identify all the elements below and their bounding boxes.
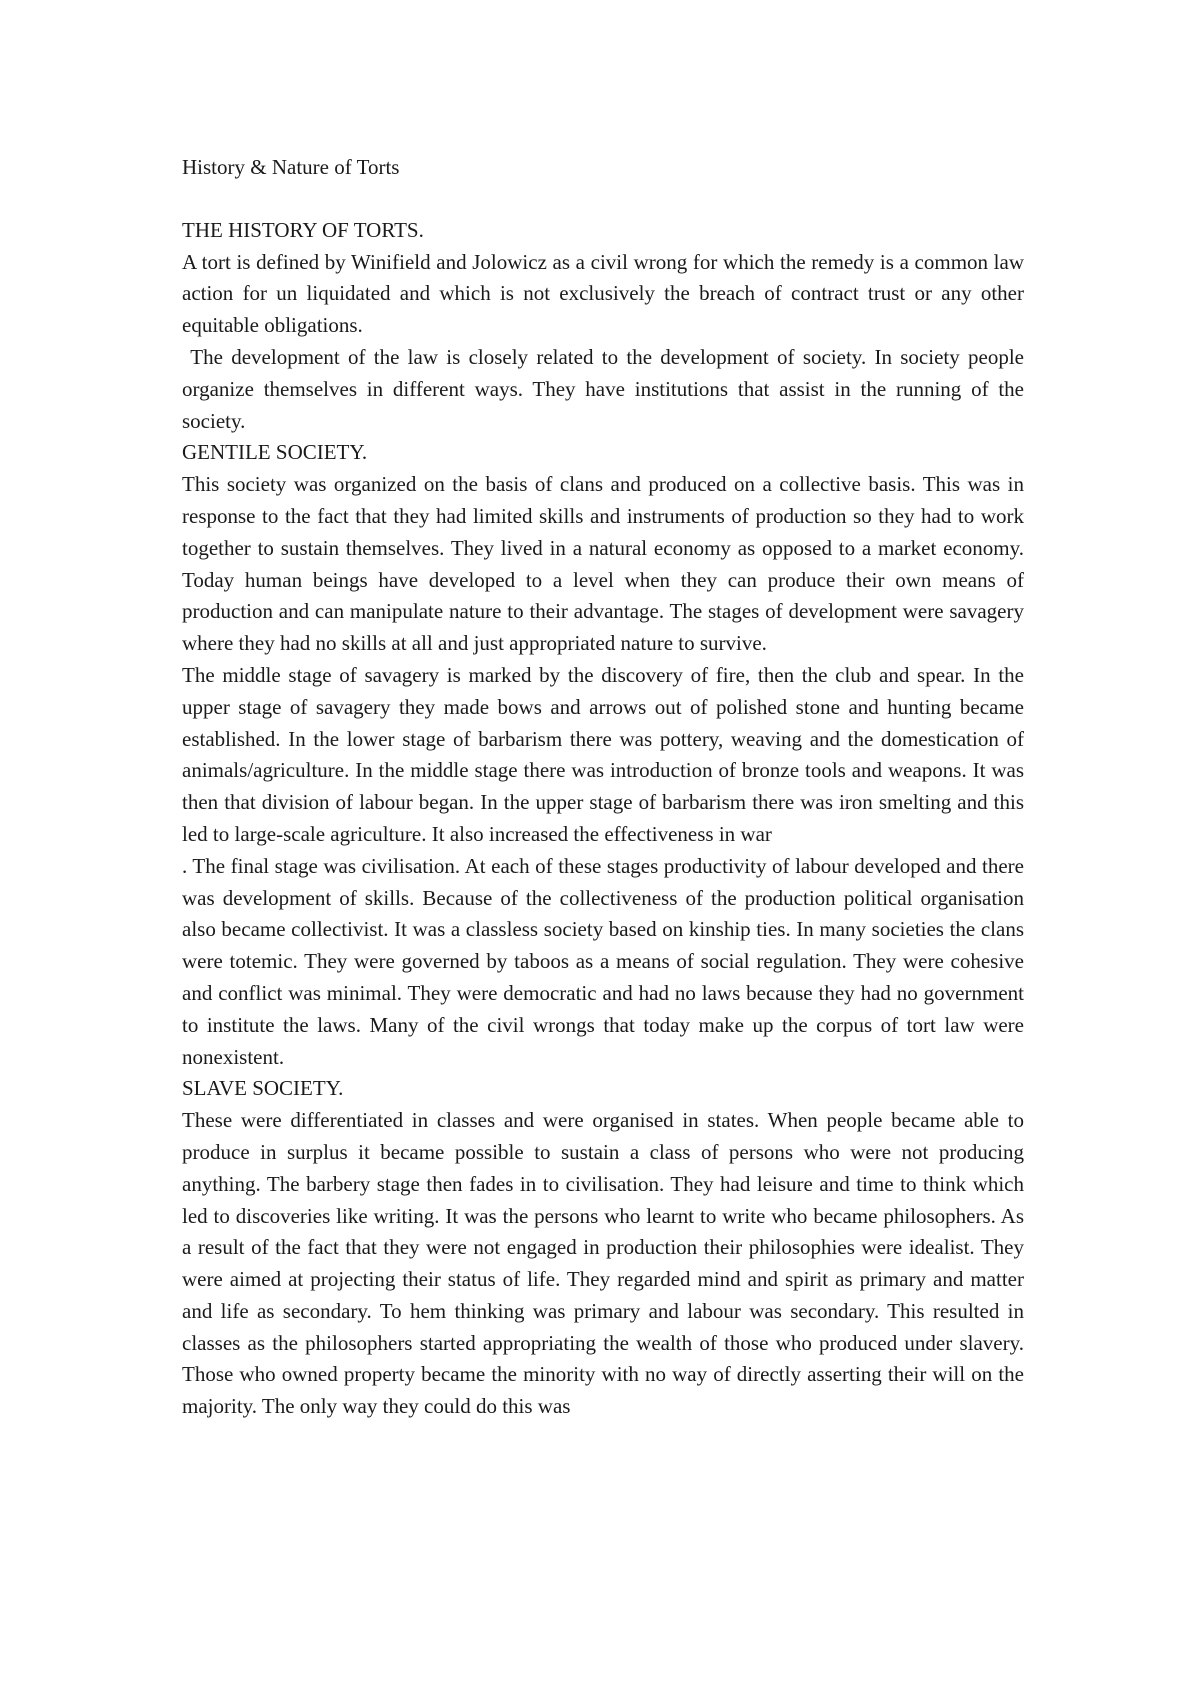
paragraph-slave-society: These were differentiated in classes and were organised in states. When people became able to produce in surplus it became possible to sustain a class of persons who were not producing anything. The barbery stage then fades in to civilisation. They had leisure and time to think which led to discoveries like writing. It was the persons who learnt to write who became philosophers. As a result of the fact that they were not engaged in production their philosophies were idealist. They were aimed at projecting their status of life. They regarded mind and spirit as primary and matter and life as secondary. To hem thinking was primary and labour was secondary. This resulted in classes as the philosophers started appropriating the wealth of those who produced under slavery. Those who owned property became the minority with no way of directly asserting their will on the majority. The only way they could do this was — [182, 1108, 1024, 1419]
section-heading-gentile: GENTILE SOCIETY. — [182, 440, 368, 465]
paragraph-gentile-organization: This society was organized on the basis of clans and produced on a collective basis. This was in response to the fact that they had limited skills and instruments of production so they had to work together to sustain themselves. They lived in a natural economy as opposed to a market economy. Today human beings have developed to a level when they can produce their own means of production and can manipulate nature to their advantage. The stages of development were savagery where they had no skills at all and just appropriated nature to survive. — [182, 472, 1024, 656]
paragraph-savagery-barbarism: The middle stage of savagery is marked by the discovery of fire, then the club and spear. In the upper stage of savagery they made bows and arrows out of polished stone and hunting became established. In the lower stage of barbarism there was pottery, weaving and the domestication of animals/agriculture. In the middle stage there was introduction of bronze tools and weapons. It was then that division of labour began. In the upper stage of barbarism there was iron smelting and this led to large-scale agriculture. It also increased the effectiveness in war — [182, 662, 1024, 846]
paragraph-tort-definition: A tort is defined by Winifield and Jolowicz as a civil wrong for which the remedy is a common law action for un liquidated and which is not exclusively the breach of contract trust or any other equitable obligations. — [182, 249, 1024, 338]
paragraph-civilisation: . The final stage was civilisation. At each of these stages productivity of labour developed and there was development of skills. Because of the collectiveness of the production political organisation also became collectivist. It was a classless society based on kinship ties. In many societies the clans were totemic. They were governed by taboos as a means of social regulation. They were cohesive and conflict was minimal. They were democratic and had no laws because they had no government to institute the laws. Many of the civil wrongs that today make up the corpus of tort law were nonexistent. — [182, 853, 1024, 1069]
section-heading-slave: SLAVE SOCIETY. — [182, 1076, 344, 1101]
paragraph-law-development: The development of the law is closely related to the development of society. In society people organize themselves in different ways. They have institutions that assist in the running of the society. — [182, 344, 1024, 433]
document-title: History & Nature of Torts — [182, 155, 400, 179]
section-heading-history: THE HISTORY OF TORTS. — [182, 217, 424, 242]
document-page — [182, 152, 1024, 1423]
